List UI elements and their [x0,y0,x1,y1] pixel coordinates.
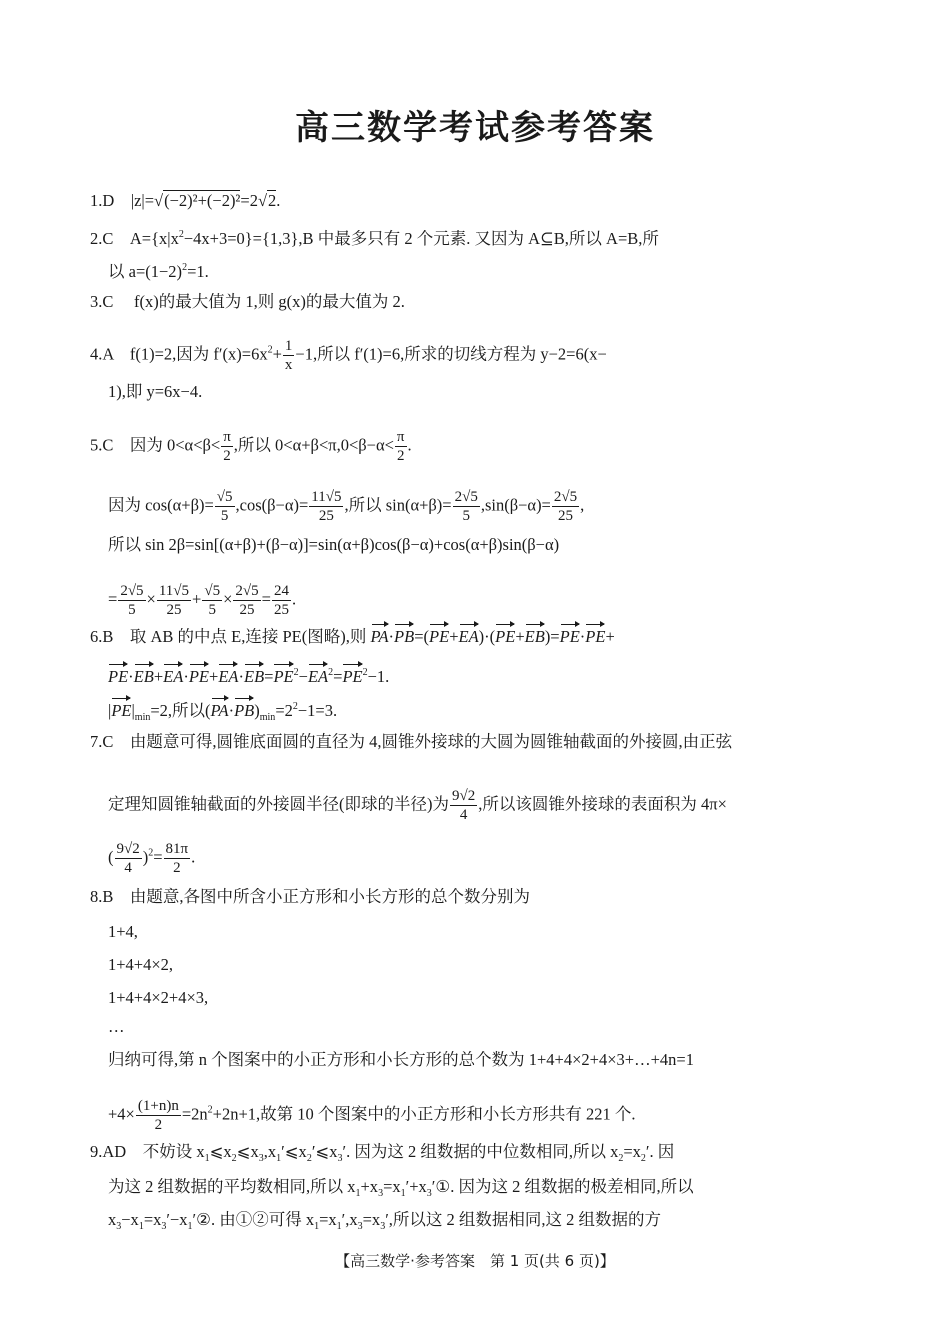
subscript: min [134,712,151,723]
answer-line [90,337,607,374]
text-run: − [298,667,308,686]
answer-line [108,697,337,728]
subscript: min [259,712,276,723]
denominator: 2 [396,448,405,464]
vector: PE [273,667,294,686]
numerator: π [223,429,231,445]
answer-line [108,663,389,687]
vector: PE [495,627,516,646]
text-run: 3.C f(x)的最大值为 1,则 g(x)的最大值为 2. [90,292,405,311]
superscript: 2 [182,262,188,273]
text-run: ,sin(β−α)= [480,495,551,515]
fraction [157,582,191,619]
text-run: · [238,667,244,686]
text-run: +2n+1,故第 10 个图案中的小正方形和小长方形共有 221 个. [212,1104,636,1124]
text-run: · [128,667,134,686]
subscript: 3 [258,1153,264,1164]
vector: PE [342,667,363,686]
text-run: )·( [478,627,496,646]
text-run: =2,所以( [150,701,211,720]
text-run: · [228,701,235,720]
text-run: + [153,667,164,686]
fraction [453,488,480,525]
text-run: ( [108,847,114,867]
text-run: −1=3. [297,701,338,720]
subscript: 3 [357,1221,363,1232]
fraction [283,337,295,374]
text-run: ′. 因为这 2 组数据的中位数相同,所以 x [342,1142,619,1161]
numerator: √5 [204,583,221,599]
text-run: ′⩽x [281,1142,307,1161]
numerator: π [396,429,405,445]
subscript: 3 [116,1221,122,1232]
vector: PB [234,701,255,720]
vector: PE [108,667,129,686]
answer-line [108,955,173,975]
radicand: 2 [268,191,277,210]
text-run: +x [360,1177,379,1196]
answer-line [108,258,209,282]
answer-line [108,1210,661,1237]
numerator: 2√5 [120,583,144,599]
numerator: 2√5 [553,489,578,505]
subscript: 2 [640,1153,646,1164]
fraction [272,582,291,619]
superscript: 2 [293,667,299,678]
subscript: 3 [161,1221,167,1232]
superscript: 2 [178,229,184,240]
denominator: 25 [239,602,255,618]
denominator: 25 [557,508,573,524]
text-run: 6.B 取 AB 的中点 E,连接 PE(图略),则 [90,627,371,646]
fraction [309,488,343,525]
answer-line [108,840,195,877]
text-run: ′+x [405,1177,427,1196]
text-run: | [131,701,135,720]
text-run: ,cos(β−α)= [235,495,309,515]
subscript: 2 [618,1153,624,1164]
fraction [118,582,145,619]
text-run: × [146,589,156,609]
subscript: 1 [138,1221,144,1232]
superscript: 2 [207,1104,213,1116]
text-run: =( [414,627,430,646]
text-run: +4× [108,1104,135,1124]
answer-line [108,488,584,525]
denominator: 4 [124,860,132,876]
answer-line [108,1017,125,1037]
text-run: ′,所以这 2 组数据相同,这 2 组数据的方 [385,1210,662,1229]
text-run: . [291,589,297,609]
fraction [202,582,222,619]
denominator: 25 [318,508,334,524]
answer-line [90,887,530,907]
text-run: · [388,627,395,646]
page-footer: 【高三数学·参考答案 第 1 页(共 6 页)】 [335,1252,615,1270]
numerator: 11√5 [158,583,190,599]
superscript: 2 [267,344,273,356]
denominator: 4 [459,807,468,823]
text-run: ′②. 由①②可得 x [192,1210,315,1229]
vector: PE [429,627,450,646]
answer-line [90,428,412,465]
vector: EB [524,627,545,646]
text-run: 4.A f(1)=2,因为 f′(x)=6x [90,344,268,364]
subscript: 3 [380,1221,386,1232]
text-run: =x [383,1177,401,1196]
text-run: 1+4+4×2, [108,955,174,974]
subscript: 1 [187,1221,193,1232]
text-run: + [192,589,202,609]
text-run: + [515,627,525,646]
subscript: 1 [400,1188,406,1199]
answer-line [90,1142,674,1169]
text-run: 因为 cos(α+β)= [108,495,214,515]
text-run: ′⩽x [311,1142,338,1161]
numerator: 9√2 [116,841,140,857]
superscript: 2 [148,847,154,859]
radicand: (−2)²+(−2)² [164,191,241,210]
subscript: 1 [276,1153,282,1164]
subscript: 3 [426,1188,432,1199]
text-run: =2√ [240,191,268,210]
text-run: 1),即 y=6x−4. [108,382,203,401]
vector: EA [458,627,479,646]
text-run: · [183,667,189,686]
text-run: = [108,589,118,609]
fraction [215,488,235,525]
text-run: ⩽x [209,1142,232,1161]
numerator: √5 [216,489,233,505]
text-run: ′①. 因为这 2 组数据的极差相同,所以 [431,1177,694,1196]
text-run: + [209,667,219,686]
text-run: =x [623,1142,641,1161]
text-run: + [272,344,282,364]
text-run: ,x [263,1142,277,1161]
denominator: 5 [462,508,470,524]
answer-line [108,1177,694,1204]
text-run: x [108,1210,117,1229]
subscript: 1 [204,1153,210,1164]
text-run: = [333,667,343,686]
superscript: 2 [362,667,368,678]
text-run: = [264,667,274,686]
text-run: 为这 2 组数据的平均数相同,所以 x [108,1177,356,1196]
answer-line [90,191,280,211]
answer-line [90,732,732,752]
text-run: 以 a=(1−2) [108,262,183,281]
text-run: ) [254,701,260,720]
answer-line [90,292,405,312]
text-run: 归纳可得,第 n 个图案中的小正方形和小长方形的总个数为 1+4+4×2+4×3+…+4n=1 [108,1050,694,1069]
fraction [395,428,407,465]
text-run: ) [142,847,149,867]
answer-line [108,922,138,942]
superscript: 2 [328,667,334,678]
answer-line [108,382,202,402]
denominator: 5 [220,508,229,524]
numerator: (1+n)n [137,1098,179,1114]
answer-line [108,1097,636,1134]
vector: EA [307,667,329,686]
text-run: = [261,589,271,609]
page-title: 高三数学考试参考答案 [295,108,655,148]
text-run: −4x+3=0}={1,3},B 中最多只有 2 个元素. 又因为 A⊆B,所以 A=B,所 [183,229,659,248]
vector: PE [559,627,580,646]
vector: EA [163,667,184,686]
text-run: 定理知圆锥轴截面的外接圆半径(即球的半径)为 [108,794,449,814]
text-run: =2n [181,1104,208,1124]
subscript: 1 [314,1221,320,1232]
text-run: · [579,627,586,646]
text-run: … [108,1017,125,1036]
fraction [115,840,142,877]
text-run: =2 [275,701,293,720]
text-run: 9.AD 不妨设 x [90,1142,205,1161]
vector: EB [133,667,154,686]
vector: EA [218,667,239,686]
text-run: + [449,627,459,646]
vector: PA [370,627,389,646]
vector: PB [394,627,415,646]
numerator: 81π [165,841,189,857]
denominator: 2 [154,1117,163,1133]
denominator: 5 [208,602,216,618]
vector: PE [188,667,209,686]
numerator: 11√5 [311,489,342,505]
denominator: 2 [223,448,231,464]
text-run: ′,x [341,1210,358,1229]
text-run: = [153,847,163,867]
text-run: 5.C 因为 0<α<β< [90,435,221,455]
denominator: 2 [173,860,181,876]
answer-line [108,787,727,824]
denominator: 25 [166,602,182,618]
text-run: 1+4, [108,922,138,941]
text-run: ,所以该圆锥外接球的表面积为 4π× [478,794,727,814]
text-run: 2.C A={x|x [90,229,179,248]
text-run: −1,所以 f′(1)=6,所求的切线方程为 y−2=6(x− [295,344,607,364]
fraction [450,787,477,824]
vector: PE [111,701,132,720]
denominator: x [284,357,293,373]
text-run: . [276,191,281,210]
text-run: 7.C 由题意可得,圆锥底面圆的直径为 4,圆锥外接球的大圆为圆锥轴截面的外接圆,由正弦 [90,732,733,751]
subscript: 2 [306,1153,312,1164]
answer-line [108,535,559,555]
text-run: ′. 因 [645,1142,675,1161]
text-run: =x [143,1210,162,1229]
subscript: 1 [355,1188,361,1199]
vector: PE [585,627,606,646]
subscript: 2 [231,1153,237,1164]
text-run: + [605,627,615,646]
denominator: 5 [128,602,136,618]
answer-line [108,988,208,1008]
text-run: 1+4+4×2+4×3, [108,988,209,1007]
text-run: . [407,435,412,455]
subscript: 1 [336,1221,342,1232]
denominator: 25 [273,602,289,618]
text-run: =x [362,1210,381,1229]
text-run: ⩽x [236,1142,259,1161]
fraction [233,582,260,619]
numerator: 2√5 [454,489,478,505]
numerator: 9√2 [452,788,476,804]
superscript: 2 [292,701,298,712]
text-run: ′−x [166,1210,188,1229]
text-run: 8.B 由题意,各图中所含小正方形和小长方形的总个数分别为 [90,887,531,906]
fraction [552,488,579,525]
answer-line [90,225,659,249]
text-run: −1. [367,667,390,686]
fraction [221,428,233,465]
text-run: , [580,495,585,515]
answer-line [108,582,296,619]
subscript: 3 [337,1153,343,1164]
answer-line [108,1050,694,1070]
text-run: ,所以 0<α+β<π,0<β−α< [233,435,394,455]
text-run: 所以 sin 2β=sin[(α+β)+(β−α)]=sin(α+β)cos(β−α)+cos(α+β)sin(β−α) [108,535,560,554]
text-run: 1.D |z|=√ [90,191,164,210]
text-run: . [191,847,196,867]
text-run: × [223,589,233,609]
answer-line [90,627,615,647]
text-run: =1. [187,262,209,281]
text-run: −x [121,1210,139,1229]
text-run: ,所以 sin(α+β)= [344,495,452,515]
fraction [164,840,191,877]
numerator: 24 [273,583,289,599]
text-run: | [108,701,112,720]
vector: EB [243,667,265,686]
subscript: 3 [378,1188,384,1199]
fraction [136,1097,181,1134]
vector: PA [210,701,229,720]
text-run: )= [544,627,560,646]
text-run: =x [319,1210,337,1229]
numerator: 1 [284,338,293,354]
numerator: 2√5 [235,583,259,599]
